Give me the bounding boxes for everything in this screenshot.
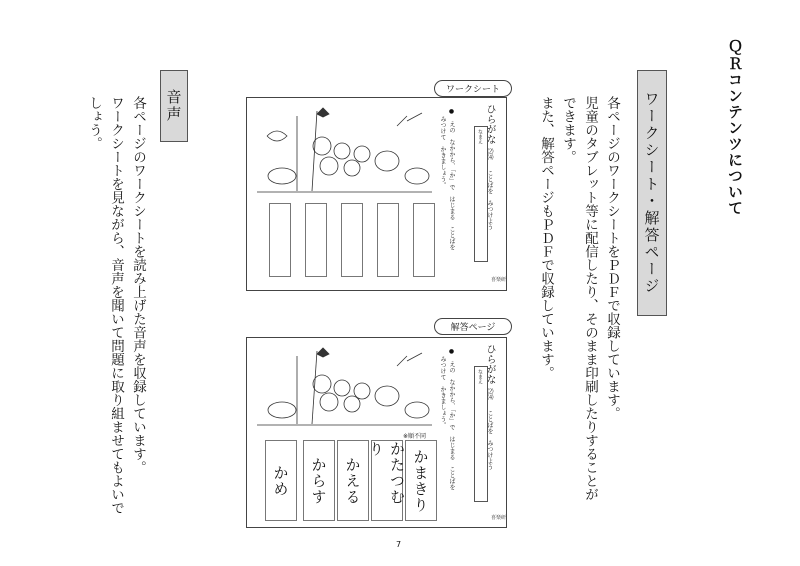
sheet-title: ひらがな <box>484 344 495 384</box>
answer-page-preview <box>246 337 507 528</box>
paragraph: 各ページのワークシートを読み上げた音声を収録しています。 <box>130 96 146 474</box>
paragraph: 児童のタブレット等に配信したり、そのまま印刷したりすることが <box>582 96 598 501</box>
name-box <box>474 126 488 262</box>
paragraph: できます。 <box>560 96 576 164</box>
paragraph: 各ページのワークシートをＰＤＦで収録しています。 <box>604 96 620 420</box>
sheet-number: ⑵⑷ <box>486 148 493 160</box>
answer-box <box>265 440 297 521</box>
answer-box <box>377 203 399 277</box>
paragraph: しょう。 <box>86 96 102 150</box>
section2-body <box>83 96 149 536</box>
sheet-subtitle: ことばを みつけよう <box>486 170 493 230</box>
question-line2: みつけて かきましょう。 <box>439 116 446 188</box>
section-heading-audio: 音声 <box>160 70 188 142</box>
answer-box <box>341 203 363 277</box>
paragraph: ワークシートを見ながら、音声を聞いて問題に取り組ませてもよいで <box>108 96 124 515</box>
paragraph: また、解答ページもＰＤＦで収録しています。 <box>538 96 554 380</box>
page-number: 7 <box>396 540 402 549</box>
question-line1: ● えの なかから、「か」で はじまる ことばを <box>448 348 455 490</box>
worksheet-preview <box>246 97 507 291</box>
sheet-number: ⑵⑷ <box>486 388 493 400</box>
answer-box <box>405 440 437 521</box>
section1-body <box>535 96 623 536</box>
answer-text: かめ <box>271 464 290 497</box>
question-line1: ● えの なかから、「か」で はじまる ことばを <box>448 108 455 250</box>
name-box <box>474 366 488 502</box>
answer-box <box>367 440 406 521</box>
worksheet-label: ワークシート <box>434 80 512 97</box>
answer-box <box>269 203 291 277</box>
name-label: なまえ <box>477 369 483 384</box>
answer-box <box>337 440 369 521</box>
name-label: なまえ <box>477 129 483 144</box>
frog-illustration <box>257 346 432 426</box>
answer-box <box>305 203 327 277</box>
answer-box <box>413 203 435 277</box>
answer-text: かたつむり <box>367 441 406 505</box>
answer-box <box>303 440 335 521</box>
question-line2: みつけて かきましょう。 <box>439 356 446 428</box>
answer-text: かまきり <box>411 448 430 513</box>
sheet-subtitle: ことばを みつけよう <box>486 410 493 470</box>
page-title: ＱＲコンテンツについて <box>726 40 744 216</box>
order-note: ※順不同 <box>403 433 427 440</box>
frog-illustration <box>257 106 432 196</box>
answer-text: かえる <box>343 456 362 505</box>
answer-page-label: 解答ページ <box>434 318 512 335</box>
answer-text: からす <box>309 456 328 505</box>
publisher-mark: 喜楽研 <box>491 515 507 521</box>
sheet-title: ひらがな <box>484 104 495 144</box>
publisher-mark: 喜楽研 <box>491 277 507 283</box>
section-heading-worksheet: ワークシート・解答ページ <box>637 70 667 316</box>
